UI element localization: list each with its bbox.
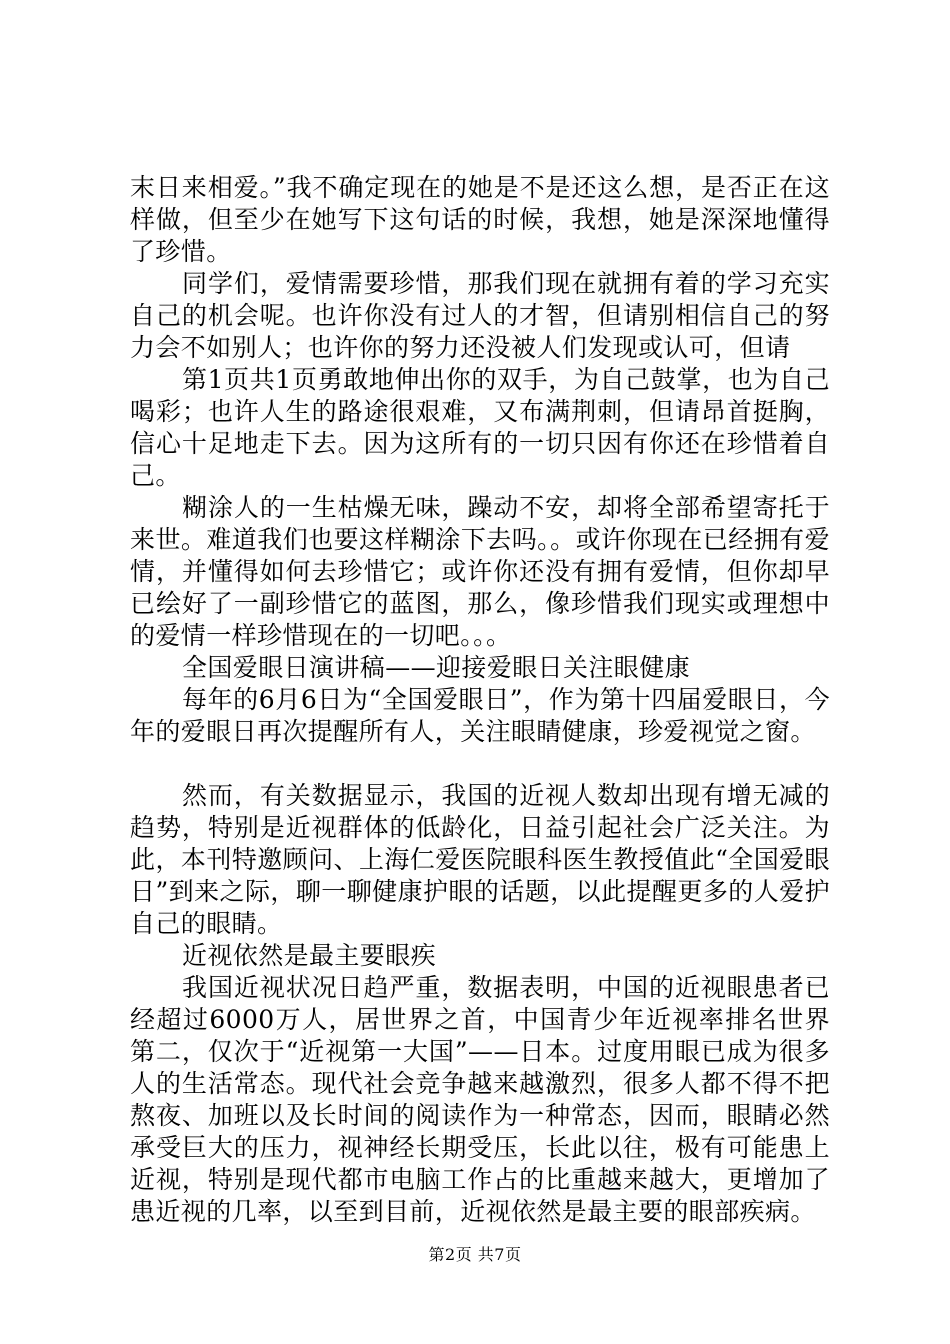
section-title-eye-day: 全国爱眼日演讲稿——迎接爱眼日关注眼健康 — [182, 653, 691, 682]
page-number: 第2页 共7页 — [428, 1245, 522, 1264]
document-body — [130, 172, 830, 1228]
paragraph-continuation: 末日来相爱。”我不确定现在的她是不是还这么想，是否正在这样做，但至少在她写下这句话的时候，我想，她是深深地懂得了珍惜。 — [130, 173, 830, 266]
paragraph-muddled: 糊涂人的一生枯燥无味，躁动不安，却将全部希望寄托于来世。难道我们也要这样糊涂下去吗。。或许你现在已经拥有爱情，并懂得如何去珍惜它；或许你还没有拥有爱情，但你却早已绘好了一副珍惜它的蓝图，那么，像珍惜我们现实或理想中的爱情一样珍惜现在的一切吧。。。 — [130, 493, 830, 650]
paragraph-eye-day-intro: 每年的6月6日为“全国爱眼日”，作为第十四届爱眼日，今年的爱眼日再次提醒所有人，关注眼睛健康，珍爱视觉之窗。 — [130, 685, 830, 746]
paragraph-myopia-data: 然而，有关数据显示，我国的近视人数却出现有增无减的趋势，特别是近视群体的低龄化，日益引起社会广泛关注。为此，本刊特邀顾问、上海仁爱医院眼科医生教授值此“全国爱眼日”到来之际，聊一聊健康护眼的话题，以此提醒更多的人爱护自己的眼睛。 — [130, 781, 830, 938]
paragraph-brave: 第1页共1页勇敢地伸出你的双手，为自己鼓掌，也为自己喝彩；也许人生的路途很艰难，又布满荆刺，但请昂首挺胸，信心十足地走下去。因为这所有的一切只因有你还在珍惜着自己。 — [130, 365, 830, 490]
paragraph-cherish-study: 同学们，爱情需要珍惜，那我们现在就拥有着的学习充实自己的机会呢。也许你没有过人的才智，但请别相信自己的努力会不如别人；也许你的努力还没被人们发现或认可，但请 — [130, 269, 830, 362]
paragraph-gap — [130, 748, 830, 780]
paragraph-myopia-situation: 我国近视状况日趋严重，数据表明，中国的近视眼患者已经超过6000万人，居世界之首，中国青少年近视率排名世界第二，仅次于“近视第一大国”——日本。过度用眼已成为很多人的生活常态。现代社会竞争越来越激烈，很多人都不得不把熬夜、加班以及长时间的阅读作为一种常态，因而，眼睛必然承受巨大的压力，视神经长期受压，长此以往，极有可能患上近视，特别是现代都市电脑工作占的比重越来越大，更增加了患近视的几率，以至到目前，近视依然是最主要的眼部疾病。 — [130, 973, 830, 1226]
section-title-myopia: 近视依然是最主要眼疾 — [182, 941, 437, 970]
